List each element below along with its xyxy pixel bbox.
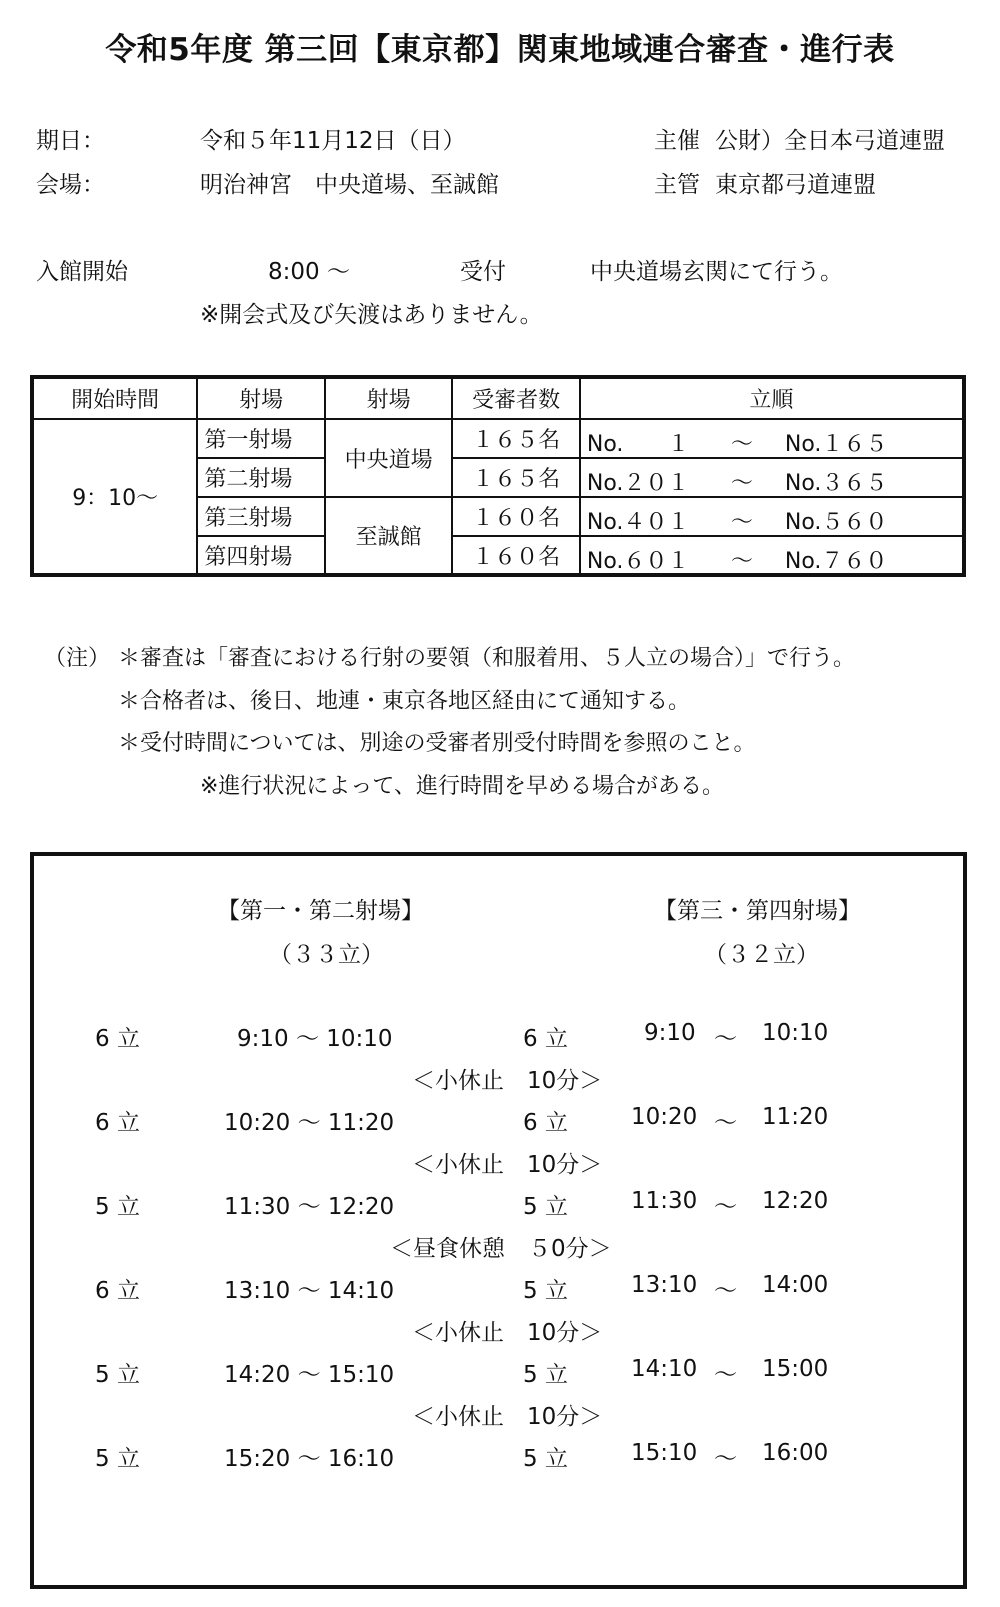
count-cell: １６０名 (452, 536, 580, 575)
schedule-box (30, 852, 967, 1589)
count-cell: １６０名 (452, 497, 580, 536)
left-time-range: 9:10 ～ 10:10 (237, 1026, 393, 1052)
date-value: 令和５年11月12日（日） (200, 128, 466, 154)
range-cell: 第四射場 (197, 536, 325, 575)
left-stand-count: 6 立 (95, 1110, 140, 1136)
page-title: 令和5年度 第三回【東京都】関東地域連合審査・進行表 (105, 32, 895, 68)
order-to: No.７６０ (784, 549, 888, 574)
order-from: No.２０１ (586, 471, 690, 496)
manager-label: 主管 (654, 172, 700, 198)
order-to: No.１６５ (784, 432, 888, 457)
order-cell (580, 497, 964, 536)
left-stand-count: 5 立 (95, 1362, 140, 1388)
header-range: 射場 (197, 377, 325, 419)
left-sub: （３３立） (269, 942, 384, 968)
entry-time: 8:00 ～ (268, 259, 350, 285)
venue-cell: 至誠館 (325, 497, 453, 575)
header-count: 受審者数 (452, 377, 580, 419)
note-item: ＊受付時間については、別途の受審者別受付時間を参照のこと。 (118, 731, 756, 756)
order-from: No.４０１ (586, 510, 690, 535)
left-time-range: 11:30 ～ 12:20 (224, 1194, 395, 1220)
right-end: 16:00 (762, 1440, 829, 1466)
date-label: 期日： (36, 128, 105, 154)
right-tilde: ～ (714, 1194, 737, 1220)
table-header-row (32, 377, 964, 419)
right-tilde: ～ (714, 1026, 737, 1052)
right-end: 12:20 (762, 1188, 829, 1214)
count-cell: １６５名 (452, 458, 580, 497)
right-heading: 【第三・第四射場】 (654, 898, 861, 924)
ceremony-note: ※開会式及び矢渡はありません。 (200, 302, 543, 328)
count-cell: １６５名 (452, 419, 580, 458)
order-to: No.３６５ (784, 471, 888, 496)
manager-value: 東京都弓道連盟 (715, 172, 876, 198)
organizer-value: 公財）全日本弓道連盟 (715, 128, 945, 154)
break-label: ＜小休止 10分＞ (412, 1152, 603, 1178)
right-stand-count: 5 立 (523, 1446, 568, 1472)
entry-label: 入館開始 (36, 259, 128, 285)
venue-cell: 中央道場 (325, 419, 453, 497)
right-end: 10:10 (762, 1020, 829, 1046)
header-start-time: 開始時間 (32, 377, 197, 419)
right-start: 13:10 (631, 1272, 698, 1298)
right-start: 10:20 (631, 1104, 698, 1130)
range-cell: 第三射場 (197, 497, 325, 536)
order-from: No. １ (586, 432, 690, 457)
right-tilde: ～ (714, 1278, 737, 1304)
right-sub: （３２立） (704, 942, 819, 968)
right-end: 11:20 (762, 1104, 829, 1130)
left-stand-count: 6 立 (95, 1026, 140, 1052)
venue-label: 会場： (36, 172, 105, 198)
left-stand-count: 5 立 (95, 1446, 140, 1472)
right-start: 15:10 (631, 1440, 698, 1466)
left-time-range: 14:20 ～ 15:10 (224, 1362, 395, 1388)
note-item: ＊審査は「審査における行射の要領（和服着用、５人立の場合）」で行う。 (118, 646, 856, 671)
reception-label: 受付 (460, 259, 506, 285)
notes-prefix: （注） (44, 646, 111, 671)
left-time-range: 15:20 ～ 16:10 (224, 1446, 395, 1472)
reception-value: 中央道場玄関にて行う。 (590, 259, 843, 285)
order-cell (580, 536, 964, 575)
order-tilde: ～ (730, 510, 753, 535)
right-start: 9:10 (644, 1020, 696, 1046)
right-stand-count: 5 立 (523, 1362, 568, 1388)
right-tilde: ～ (714, 1362, 737, 1388)
range-cell: 第一射場 (197, 419, 325, 458)
exam-table (30, 375, 966, 577)
break-label: ＜昼食休憩 ５0分＞ (390, 1236, 612, 1262)
left-stand-count: 6 立 (95, 1278, 140, 1304)
left-heading: 【第一・第二射場】 (217, 898, 424, 924)
right-tilde: ～ (714, 1446, 737, 1472)
order-to: No.５６０ (784, 510, 888, 535)
left-stand-count: 5 立 (95, 1194, 140, 1220)
left-time-range: 10:20 ～ 11:20 (224, 1110, 395, 1136)
right-end: 14:00 (762, 1272, 829, 1298)
header-venue: 射場 (325, 377, 453, 419)
right-stand-count: 5 立 (523, 1278, 568, 1304)
right-tilde: ～ (714, 1110, 737, 1136)
right-start: 11:30 (631, 1188, 698, 1214)
break-label: ＜小休止 10分＞ (412, 1068, 603, 1094)
order-tilde: ～ (730, 549, 753, 574)
note-item: ※進行状況によって、進行時間を早める場合がある。 (200, 774, 724, 799)
note-item: ＊合格者は、後日、地連・東京各地区経由にて通知する。 (118, 689, 691, 714)
range-cell: 第二射場 (197, 458, 325, 497)
break-label: ＜小休止 10分＞ (412, 1404, 603, 1430)
right-stand-count: 6 立 (523, 1110, 568, 1136)
order-cell (580, 458, 964, 497)
header-order: 立順 (580, 377, 964, 419)
right-stand-count: 6 立 (523, 1026, 568, 1052)
right-end: 15:00 (762, 1356, 829, 1382)
venue-value: 明治神宮 中央道場、至誠館 (200, 172, 499, 198)
order-from: No.６０１ (586, 549, 690, 574)
right-stand-count: 5 立 (523, 1194, 568, 1220)
order-tilde: ～ (730, 471, 753, 496)
right-start: 14:10 (631, 1356, 698, 1382)
organizer-label: 主催 (654, 128, 700, 154)
break-label: ＜小休止 10分＞ (412, 1320, 603, 1346)
order-tilde: ～ (730, 432, 753, 457)
table-row (32, 419, 964, 458)
order-cell (580, 419, 964, 458)
start-time-cell: 9：10～ (32, 419, 197, 575)
left-time-range: 13:10 ～ 14:10 (224, 1278, 395, 1304)
